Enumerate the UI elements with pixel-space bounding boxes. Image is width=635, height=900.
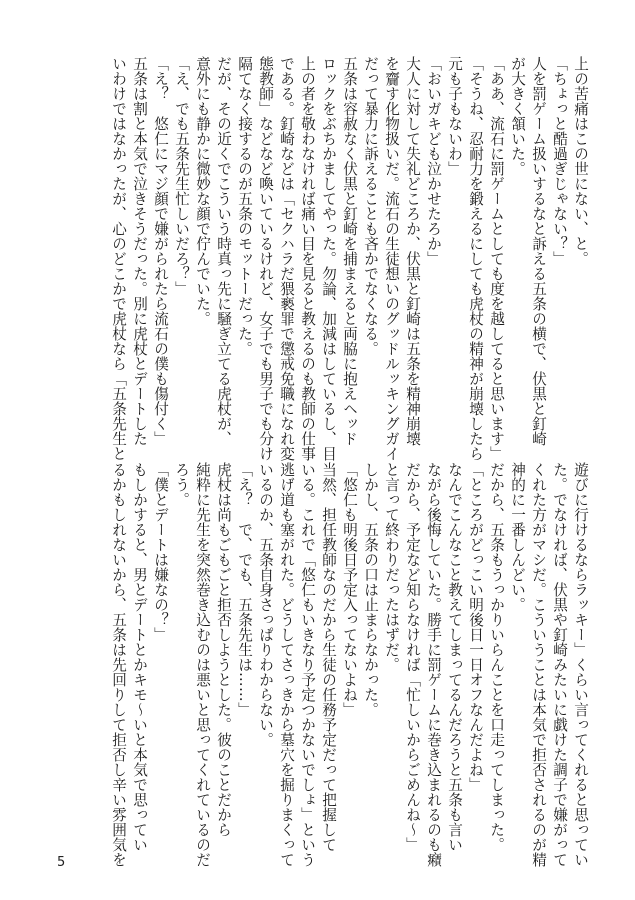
text-line: だから、予定など知らなければ「忙しいからごめんね～」 — [404, 462, 421, 852]
text-line: を齎す化物扱いだ。流石の生徒想いのグッドルッキングガイ — [383, 56, 400, 461]
text-line: 当然、担任教師なのだから生徒の任務予定だって把握して — [320, 462, 337, 852]
text-line: 「僕とデートは嫌なの？」 — [152, 462, 169, 642]
text-line: 遊びに行けるならラッキー」くらい言ってくれると思ってい — [572, 462, 589, 867]
text-line: が大きく頷いた。 — [509, 56, 526, 176]
text-line: 五条は割と本気で泣きそうだった。別に虎杖とデートした — [131, 56, 148, 446]
page-number: 5 — [57, 855, 66, 870]
text-line: 上の者を敬わなければ痛い目を見ると教えるのも教師の仕事 — [299, 56, 316, 461]
text-line: いる。これで「悠仁もいきなり予定つかないでしょ」という — [299, 462, 316, 867]
text-line: 態教師」などなど喚いているけれど、女子でも男子でも分け — [257, 56, 274, 461]
upper-text-block — [108, 56, 591, 461]
text-line: 「え、でも五条先生忙しいだろ？」 — [173, 56, 190, 296]
text-line: 元も子もないわ」 — [446, 56, 463, 176]
text-line: るかもしれないから、五条は先回りして拒否し辛い雰囲気を — [110, 462, 127, 867]
text-line: と言って終わりだったはずだ。 — [383, 462, 400, 672]
text-line: 逃げ道も塞がれた。どうしてさっきから墓穴を掘りまくって — [278, 462, 295, 867]
lower-text-block — [108, 462, 591, 867]
text-line: ながら後悔していた。勝手に罰ゲームに巻き込まれるのも癪 — [425, 462, 442, 867]
text-line: 「え？ で、でも、五条先生は……」 — [236, 462, 253, 717]
text-line: 神的に一番しんどい。 — [509, 462, 526, 612]
text-line: 隔てなく接するのが五条のモットーだった。 — [236, 56, 253, 356]
text-line: 「おいガキども泣かせたろか」 — [425, 56, 442, 266]
text-line: 人を罰ゲーム扱いするなと訴える五条の横で、伏黒と釘崎 — [530, 56, 547, 446]
text-line: 「ああ、流石に罰ゲームとしても度を越してると思います」 — [488, 56, 505, 461]
text-line: 「ちょっと酷過ぎじゃない？」 — [551, 56, 568, 266]
text-line: くれた方がマシだ。こういうことは本気で拒否されるのが精 — [530, 462, 547, 867]
text-line: なんでこんなこと教えてしまってるんだろうと五条も言い — [446, 462, 463, 852]
text-line: 「悠仁も明後日予定入ってないよね」 — [341, 462, 358, 717]
text-line: しかし、五条の口は止まらなかった。 — [362, 462, 379, 717]
text-line: 上の苦痛はこの世にない、と。 — [572, 56, 589, 266]
text-line: 五条は容赦なく伏黒と釘崎を捕まえると両脇に抱えヘッド — [341, 56, 358, 446]
text-line: た。でなければ、伏黒や釘崎みたいに戯けた調子で嫌がって — [551, 462, 568, 867]
text-line: もしかすると、男とデートとかキモ～いと本気で思ってい — [131, 462, 148, 852]
text-line: 大人に対して失礼どころか、伏黒と釘崎は五条を精神崩壊 — [404, 56, 421, 446]
text-line: いるのか、五条自身さっぱりわからない。 — [257, 462, 274, 747]
text-line: いわけではなかったが、心のどこかで虎杖なら「五条先生と — [110, 56, 127, 461]
text-line: ろう。 — [173, 462, 190, 507]
text-line: 意外にも静かに微妙な顔で佇んでいた。 — [194, 56, 211, 326]
text-line: だから、五条もうっかりいらんことを口走ってしまった。 — [488, 462, 505, 852]
text-line: 虎杖は尚もごもごと拒否しようとした。彼のことだから — [215, 462, 232, 837]
text-line: だって暴力に訴えることも吝かでなくなる。 — [362, 56, 379, 356]
text-line: 「そうね、忍耐力を鍛えるにしても虎杖の精神が崩壊したら — [467, 56, 484, 461]
text-line: 「ところがどっこい明後日一日オフなんだよね」 — [467, 462, 484, 792]
text-line: ロックをぶちかましてやった。勿論、加減はしているし、目 — [320, 56, 337, 461]
text-line: である。釘崎などは「セクハラだ猥褻罪で懲戒免職になれ変 — [278, 56, 295, 461]
text-line: 「え？ 悠仁にマジ顔で嫌がられたら流石の僕も傷付く」 — [152, 56, 169, 446]
text-line: 純粋に先生を突然巻き込むのは悪いと思ってくれているのだ — [194, 462, 211, 867]
text-line: だが、その近くでこういう時真っ先に騒ぎ立てる虎杖が、 — [215, 56, 232, 446]
